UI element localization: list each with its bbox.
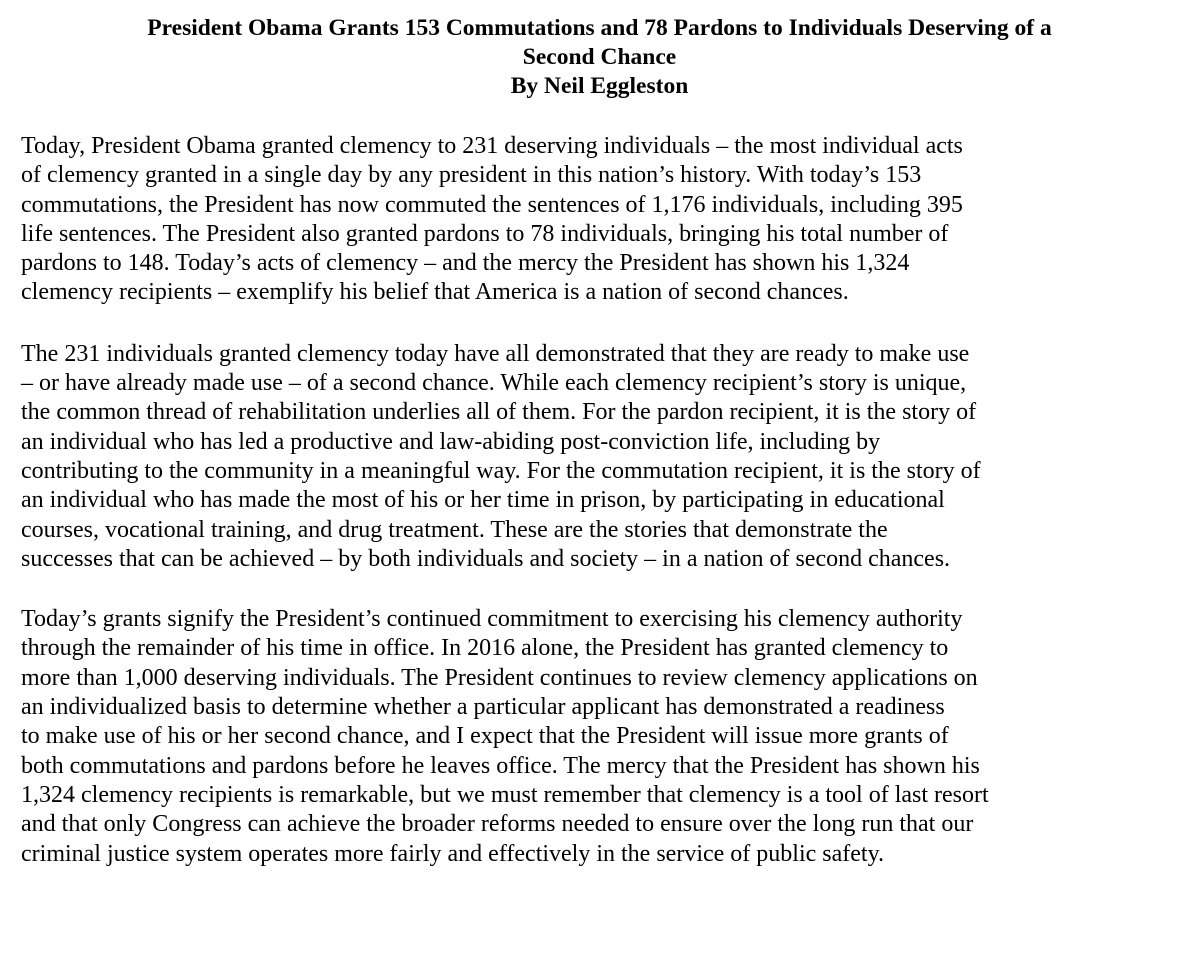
paragraph-line: an individual who has led a productive and law-abiding post-conviction life, including by [21, 428, 881, 455]
paragraph-line: both commutations and pardons before he leaves office. The mercy that the President has shown his [21, 752, 980, 779]
paragraph-line: more than 1,000 deserving individuals. The President continues to review clemency applications on [21, 664, 978, 691]
page-title-line-1: President Obama Grants 153 Commutations and 78 Pardons to Individuals Deserving of a [147, 15, 1052, 41]
byline: By Neil Eggleston [510, 73, 689, 99]
paragraph-line: an individualized basis to determine whether a particular applicant has demonstrated a readiness [21, 694, 945, 721]
paragraph-1 [21, 132, 1160, 308]
paragraph-line: The 231 individuals granted clemency today have all demonstrated that they are ready to make use [21, 340, 970, 367]
paragraph-line: Today, President Obama granted clemency to 231 deserving individuals – the most individual acts [21, 133, 963, 159]
paragraph-line: Today’s grants signify the President’s continued commitment to exercising his clemency authority [21, 606, 963, 633]
title-block [39, 14, 1160, 101]
paragraph-line: to make use of his or her second chance, and I expect that the President will issue more grants of [21, 723, 949, 750]
paragraph-line: the common thread of rehabilitation underlies all of them. For the pardon recipient, it is the story of [21, 399, 977, 426]
paragraph-line: commutations, the President has now commuted the sentences of 1,176 individuals, including 395 [21, 191, 963, 218]
paragraph-line: clemency recipients – exemplify his belief that America is a nation of second chances. [21, 279, 849, 306]
paragraph-2 [21, 340, 1160, 574]
paragraph-line: successes that can be achieved – by both individuals and society – in a nation of second chances. [21, 545, 951, 572]
paragraph-line: of clemency granted in a single day by any president in this nation’s history. With today’s 153 [21, 162, 922, 189]
paragraph-line: – or have already made use – of a second chance. While each clemency recipient’s story is unique, [21, 370, 967, 397]
paragraph-line: criminal justice system operates more fairly and effectively in the service of public safety. [21, 840, 885, 867]
paragraph-line: and that only Congress can achieve the broader reforms needed to ensure over the long run that our [21, 811, 974, 838]
paragraph-line: pardons to 148. Today’s acts of clemency – and the mercy the President has shown his 1,324 [21, 250, 910, 277]
paragraph-line: 1,324 clemency recipients is remarkable, but we must remember that clemency is a tool of last resort [21, 781, 989, 808]
page-title-line-2: Second Chance [522, 44, 677, 70]
paragraph-line: through the remainder of his time in office. In 2016 alone, the President has granted clemency to [21, 635, 949, 662]
paragraph-line: life sentences. The President also granted pardons to 78 individuals, bringing his total number of [21, 220, 949, 247]
paragraph-line: contributing to the community in a meaningful way. For the commutation recipient, it is the story of [21, 457, 981, 484]
paragraph-3 [21, 605, 1160, 869]
paragraph-line: an individual who has made the most of his or her time in prison, by participating in educational [21, 487, 945, 514]
paragraph-line: courses, vocational training, and drug treatment. These are the stories that demonstrate the [21, 516, 888, 543]
